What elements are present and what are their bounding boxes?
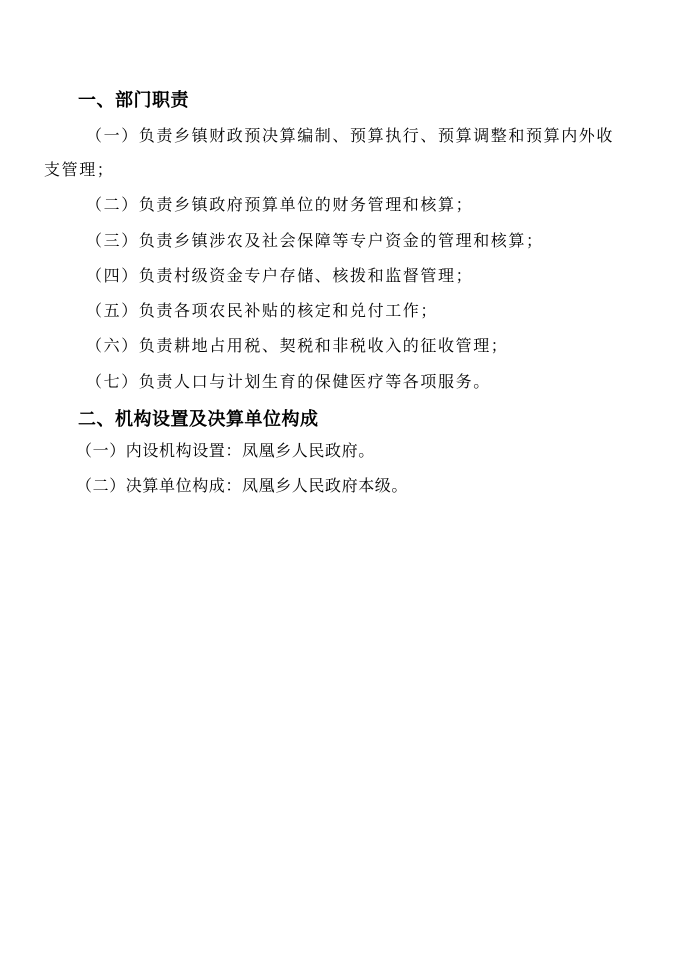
duty-item-4: （四）负责村级资金专户存储、核拨和监督管理； <box>86 266 474 285</box>
section-heading-structure: 二、机构设置及决算单位构成 <box>78 409 319 430</box>
section-heading-duties: 一、部门职责 <box>78 90 189 111</box>
duty-item-6: （六）负责耕地占用税、契税和非税收入的征收管理； <box>86 336 509 355</box>
duty-item-1: （一）负责乡镇财政预决算编制、预算执行、预算调整和预算内外收 <box>86 126 615 145</box>
structure-item-2: （二）决算单位构成：凤凰乡人民政府本级。 <box>76 476 409 495</box>
duty-item-2: （二）负责乡镇政府预算单位的财务管理和核算； <box>86 195 474 214</box>
duty-item-7: （七）负责人口与计划生育的保健医疗等各项服务。 <box>86 372 491 391</box>
duty-item-3: （三）负责乡镇涉农及社会保障等专户资金的管理和核算； <box>86 231 544 250</box>
duty-item-1-continued: 支管理； <box>44 160 115 179</box>
duty-item-5: （五）负责各项农民补贴的核定和兑付工作； <box>86 301 439 320</box>
structure-item-1: （一）内设机构设置：凤凰乡人民政府。 <box>76 441 375 460</box>
